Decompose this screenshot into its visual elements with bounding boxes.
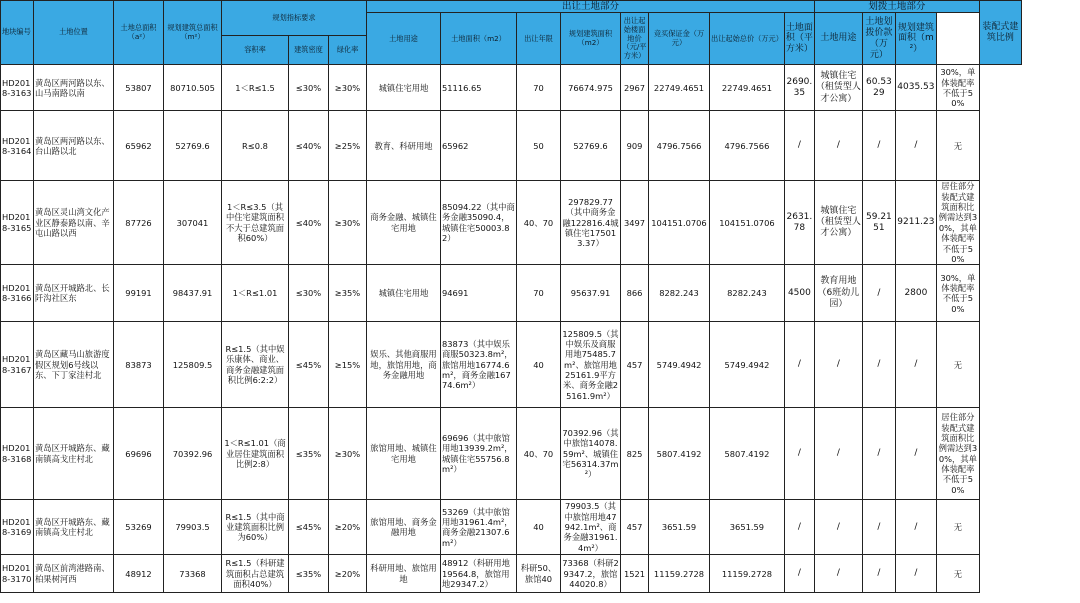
cell-start-total-price: 104151.0706 <box>710 181 785 265</box>
cell-total-building-area: 307041 <box>164 181 222 265</box>
table-row <box>1 408 1022 500</box>
cell-start-price: 2967 <box>621 65 649 111</box>
cell-deposit: 104151.0706 <box>649 181 710 265</box>
cell-term-years: 40、70 <box>517 408 561 500</box>
table-row <box>1 265 1022 322</box>
cell-far: R≤1.5（其中娱乐康体、商业、商务金融建筑面积比例6:2:2） <box>222 322 289 408</box>
table-row <box>1 500 1022 555</box>
cell-transfer-land-area: 83873（其中娱乐商服50323.8m²，旅馆用地16774.6m²，商务金融16774.6m²） <box>441 322 517 408</box>
cell-alloc-land-use: / <box>814 322 862 408</box>
cell-green-ratio: ≥35% <box>329 265 367 322</box>
cell-term-years: 70 <box>517 65 561 111</box>
cell-location: 黄岛区藏马山旅游度假区规划6号线以东、下丁家洼村北 <box>34 322 114 408</box>
cell-alloc-building-area: / <box>895 322 936 408</box>
cell-block-no: HD2018-3168 <box>1 408 34 500</box>
cell-land-use: 旅馆用地、城镇住宅用地 <box>367 408 441 500</box>
header-alloc-land-use: 土地用途 <box>814 13 862 65</box>
cell-total-building-area: 52769.6 <box>164 111 222 181</box>
cell-total-building-area: 79903.5 <box>164 500 222 555</box>
cell-term-years: 科研50、旅馆40 <box>517 555 561 593</box>
cell-land-area: 69696 <box>114 408 164 500</box>
cell-transfer-land-area: 94691 <box>441 265 517 322</box>
cell-alloc-land-area: 4500 <box>784 265 814 322</box>
table-row <box>1 322 1022 408</box>
cell-alloc-land-use: 教育用地（6班幼儿园） <box>814 265 862 322</box>
cell-alloc-land-area: / <box>784 322 814 408</box>
cell-total-building-area: 98437.91 <box>164 265 222 322</box>
cell-far: R≤0.8 <box>222 111 289 181</box>
cell-start-price: 457 <box>621 322 649 408</box>
header-alloc-price: 土地划拨价款（万元） <box>862 13 895 65</box>
cell-deposit: 5807.4192 <box>649 408 710 500</box>
cell-far: 1＜R≤3.5（其中住宅建筑面积不大于总建筑面积60%） <box>222 181 289 265</box>
cell-start-price: 909 <box>621 111 649 181</box>
cell-land-area: 87726 <box>114 181 164 265</box>
header-transfer-land-area: 土地面积（m2） <box>441 13 517 65</box>
cell-alloc-land-use: / <box>814 111 862 181</box>
cell-alloc-land-area: / <box>784 555 814 593</box>
cell-alloc-price: / <box>862 408 895 500</box>
cell-block-no: HD2018-3164 <box>1 111 34 181</box>
header-start-price: 出让起始楼面地价（元/平方米） <box>621 13 649 65</box>
cell-transfer-land-area: 51116.65 <box>441 65 517 111</box>
cell-location: 黄岛区灵山湾文化产业区静泰路以南、辛屯山路以西 <box>34 181 114 265</box>
cell-deposit: 11159.2728 <box>649 555 710 593</box>
cell-green-ratio: ≥30% <box>329 181 367 265</box>
cell-prefab: 30%，单体装配率不低于50% <box>936 265 979 322</box>
cell-prefab: 居住部分装配式建筑面积比例需达到30%，其单体装配率不低于50% <box>936 408 979 500</box>
cell-prefab: 无 <box>936 111 979 181</box>
cell-transfer-land-area: 85094.22（其中商务金融35090.4，城镇住宅50003.82） <box>441 181 517 265</box>
cell-planned-building-area: 79903.5（其中旅馆用地47942.1m²、商务金融31961.4m²） <box>561 500 621 555</box>
header-term-years: 出让年限 <box>517 13 561 65</box>
cell-far: R≤1.5（科研建筑面积占总建筑面积40%） <box>222 555 289 593</box>
cell-start-price: 1521 <box>621 555 649 593</box>
header-alloc-land-area: 土地面积（平方米） <box>784 13 814 65</box>
cell-land-area: 65962 <box>114 111 164 181</box>
header-allocated-group: 划拨土地部分 <box>814 1 979 13</box>
cell-planned-building-area: 297829.77（其中商务金融122816.4城镇住宅175013.37） <box>561 181 621 265</box>
cell-land-area: 53807 <box>114 65 164 111</box>
cell-far: 1＜R≤1.5 <box>222 65 289 111</box>
cell-prefab: 无 <box>936 555 979 593</box>
cell-transfer-land-area: 65962 <box>441 111 517 181</box>
cell-alloc-building-area: 2800 <box>895 265 936 322</box>
cell-building-density: ≤35% <box>289 408 329 500</box>
cell-alloc-building-area: / <box>895 500 936 555</box>
cell-land-area: 83873 <box>114 322 164 408</box>
cell-start-total-price: 8282.243 <box>710 265 785 322</box>
cell-alloc-land-area: / <box>784 500 814 555</box>
cell-alloc-land-use: 城镇住宅（租赁型人才公寓） <box>814 65 862 111</box>
cell-location: 黄岛区两河路以东、台山路以北 <box>34 111 114 181</box>
cell-alloc-price: / <box>862 500 895 555</box>
cell-land-use: 城镇住宅用地 <box>367 65 441 111</box>
cell-alloc-land-area: 2690.35 <box>784 65 814 111</box>
cell-location: 黄岛区开城路东、藏南镇高戈庄村北 <box>34 408 114 500</box>
cell-prefab: 30%，单体装配率不低于50% <box>936 65 979 111</box>
cell-deposit: 22749.4651 <box>649 65 710 111</box>
cell-alloc-price: / <box>862 322 895 408</box>
cell-location: 黄岛区开城路东、藏南镇高戈庄村北 <box>34 500 114 555</box>
cell-start-total-price: 3651.59 <box>710 500 785 555</box>
cell-start-price: 457 <box>621 500 649 555</box>
cell-term-years: 50 <box>517 111 561 181</box>
cell-green-ratio: ≥30% <box>329 65 367 111</box>
cell-alloc-building-area: / <box>895 555 936 593</box>
cell-total-building-area: 73368 <box>164 555 222 593</box>
table-row <box>1 181 1022 265</box>
cell-alloc-price: / <box>862 555 895 593</box>
cell-planned-building-area: 125809.5（其中娱乐及商服用地75485.7m²、旅馆用地25161.9平方米、商务金融25161.9m²） <box>561 322 621 408</box>
cell-alloc-land-area: 2631.78 <box>784 181 814 265</box>
cell-prefab: 居住部分装配式建筑面积比例需达到30%，其单体装配率不低于50% <box>936 181 979 265</box>
cell-prefab: 无 <box>936 500 979 555</box>
header-transfer-group: 出让土地部分 <box>367 1 815 13</box>
cell-building-density: ≤30% <box>289 265 329 322</box>
cell-alloc-price: 59.2151 <box>862 181 895 265</box>
header-land-area: 土地总面积（a²） <box>114 1 164 65</box>
cell-planned-building-area: 95637.91 <box>561 265 621 322</box>
cell-start-total-price: 4796.7566 <box>710 111 785 181</box>
header-total-building-area: 规划建筑总面积（m²） <box>164 1 222 65</box>
cell-location: 黄岛区两河路以东、山马南路以南 <box>34 65 114 111</box>
cell-block-no: HD2018-3166 <box>1 265 34 322</box>
header-prefab: 装配式建筑比例 <box>979 1 1021 65</box>
cell-alloc-building-area: 9211.23 <box>895 181 936 265</box>
cell-land-area: 99191 <box>114 265 164 322</box>
table-row <box>1 111 1022 181</box>
cell-block-no: HD2018-3169 <box>1 500 34 555</box>
header-building-density: 建筑密度 <box>289 36 329 65</box>
cell-start-price: 866 <box>621 265 649 322</box>
table-row <box>1 65 1022 111</box>
cell-deposit: 8282.243 <box>649 265 710 322</box>
cell-green-ratio: ≥15% <box>329 322 367 408</box>
cell-planned-building-area: 76674.975 <box>561 65 621 111</box>
header-block-no: 地块编号 <box>1 1 34 65</box>
cell-building-density: ≤40% <box>289 111 329 181</box>
header-planning-requirements: 规划指标要求 <box>222 1 367 36</box>
cell-block-no: HD2018-3165 <box>1 181 34 265</box>
cell-start-price: 825 <box>621 408 649 500</box>
header-far: 容积率 <box>222 36 289 65</box>
cell-start-total-price: 5749.4942 <box>710 322 785 408</box>
cell-alloc-land-use: / <box>814 555 862 593</box>
cell-start-total-price: 22749.4651 <box>710 65 785 111</box>
cell-alloc-land-use: 城镇住宅（租赁型人才公寓） <box>814 181 862 265</box>
cell-alloc-building-area: / <box>895 111 936 181</box>
header-land-use: 土地用途 <box>367 13 441 65</box>
cell-land-use: 城镇住宅用地 <box>367 265 441 322</box>
header-planned-building-area: 规划建筑面积（m2） <box>561 13 621 65</box>
cell-green-ratio: ≥30% <box>329 408 367 500</box>
cell-deposit: 3651.59 <box>649 500 710 555</box>
cell-alloc-building-area: 4035.53 <box>895 65 936 111</box>
cell-land-use: 教育、科研用地 <box>367 111 441 181</box>
cell-far: 1＜R≤1.01 <box>222 265 289 322</box>
cell-total-building-area: 80710.505 <box>164 65 222 111</box>
cell-building-density: ≤45% <box>289 322 329 408</box>
cell-term-years: 40 <box>517 322 561 408</box>
cell-location: 黄岛区前湾港路南、柏果树河西 <box>34 555 114 593</box>
cell-deposit: 5749.4942 <box>649 322 710 408</box>
cell-start-price: 3497 <box>621 181 649 265</box>
cell-start-total-price: 11159.2728 <box>710 555 785 593</box>
cell-green-ratio: ≥25% <box>329 111 367 181</box>
cell-planned-building-area: 73368（科研29347.2，旅馆44020.8） <box>561 555 621 593</box>
cell-planned-building-area: 70392.96（其中旅馆14078.59m²、城镇住宅56314.37m²） <box>561 408 621 500</box>
cell-far: 1＜R≤1.01（商业居住建筑面积比例2:8） <box>222 408 289 500</box>
cell-far: R≤1.5（其中商业建筑面积比例为60%） <box>222 500 289 555</box>
cell-start-total-price: 5807.4192 <box>710 408 785 500</box>
cell-term-years: 40、70 <box>517 181 561 265</box>
cell-alloc-price: / <box>862 265 895 322</box>
cell-alloc-land-area: / <box>784 408 814 500</box>
cell-alloc-land-use: / <box>814 500 862 555</box>
cell-transfer-land-area: 53269（其中旅馆用地31961.4m²，商务金融21307.6m²） <box>441 500 517 555</box>
cell-alloc-land-area: / <box>784 111 814 181</box>
cell-location: 黄岛区开城路北、长阡沟社区东 <box>34 265 114 322</box>
cell-total-building-area: 125809.5 <box>164 322 222 408</box>
cell-land-area: 48912 <box>114 555 164 593</box>
header-alloc-building-area: 规划建筑面积（m²） <box>895 13 936 65</box>
header-green-ratio: 绿化率 <box>329 36 367 65</box>
cell-block-no: HD2018-3163 <box>1 65 34 111</box>
cell-building-density: ≤30% <box>289 65 329 111</box>
cell-land-use: 旅馆用地、商务金融用地 <box>367 500 441 555</box>
cell-building-density: ≤35% <box>289 555 329 593</box>
cell-green-ratio: ≥20% <box>329 500 367 555</box>
cell-alloc-building-area: / <box>895 408 936 500</box>
cell-alloc-land-use: / <box>814 408 862 500</box>
cell-building-density: ≤45% <box>289 500 329 555</box>
cell-deposit: 4796.7566 <box>649 111 710 181</box>
cell-land-use: 科研用地、旅馆用地 <box>367 555 441 593</box>
cell-total-building-area: 70392.96 <box>164 408 222 500</box>
cell-alloc-price: / <box>862 111 895 181</box>
table-header <box>1 1 1022 65</box>
cell-land-area: 53269 <box>114 500 164 555</box>
header-start-total-price: 出让起始总价（万元） <box>710 13 785 65</box>
cell-land-use: 娱乐、其他商服用地，旅馆用地，商务金融用地 <box>367 322 441 408</box>
table-body <box>1 65 1022 593</box>
cell-term-years: 70 <box>517 265 561 322</box>
cell-green-ratio: ≥20% <box>329 555 367 593</box>
cell-transfer-land-area: 48912（科研用地19564.8，旅馆用地29347.2） <box>441 555 517 593</box>
cell-prefab: 无 <box>936 322 979 408</box>
table-row <box>1 555 1022 593</box>
cell-transfer-land-area: 69696（其中旅馆用地13939.2m²，城镇住宅55756.8m²） <box>441 408 517 500</box>
cell-building-density: ≤40% <box>289 181 329 265</box>
cell-term-years: 40 <box>517 500 561 555</box>
header-location: 土地位置 <box>34 1 114 65</box>
cell-block-no: HD2018-3170 <box>1 555 34 593</box>
cell-land-use: 商务金融、城镇住宅用地 <box>367 181 441 265</box>
cell-planned-building-area: 52769.6 <box>561 111 621 181</box>
cell-alloc-price: 60.5329 <box>862 65 895 111</box>
cell-block-no: HD2018-3167 <box>1 322 34 408</box>
header-deposit: 竞买保证金（万元） <box>649 13 710 65</box>
